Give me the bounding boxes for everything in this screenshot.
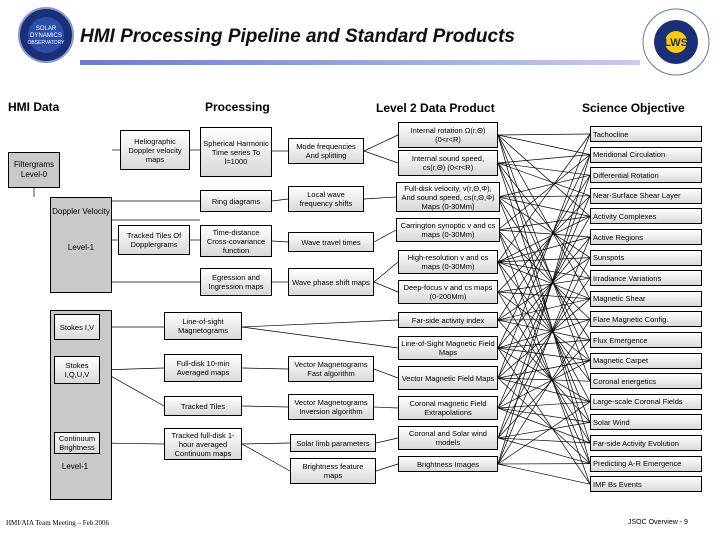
box-local-wave: Local wave frequency shifts [288,186,364,212]
fan-line [498,134,590,135]
fan-line [498,378,590,381]
box-tracked-tiles-dopplergrams: Tracked Tiles Of Dopplergrams [118,225,190,255]
fan-line [498,163,590,175]
box-high-resolution: High-resolution v and cs maps (0-30Mm) [398,250,498,274]
science-objective-item: Flux Emergence [590,332,702,348]
fan-line [498,464,590,484]
connector-line [242,444,290,471]
science-objective-item: Solar Wind [590,414,702,430]
footer-left: HMI/AIA Team Meeting – Feb 2006 [6,519,110,527]
box-internal-sound: Internal sound speed, cs(r,Θ) (0<r<R) [398,150,498,176]
fan-line [498,348,590,402]
box-los-magnetograms: Line-of-sight Magnetograms [164,312,242,340]
box-ring-diagrams: Ring diagrams [200,190,272,212]
fan-line [498,134,590,262]
fan-line [498,135,590,155]
box-vector-field-maps: Vector Magnetic Field Maps [398,366,498,390]
connector-line [272,241,288,242]
science-objective-item: Far-side Activity Evolution [590,435,702,451]
header-hmi-data: HMI Data [8,100,60,114]
box-solar-limb: Solar limb parameters [290,434,376,452]
header-science-objective: Science Objective [582,101,685,115]
box-stokes-iquv: Stokes I,Q,U,V [54,356,100,384]
box-spherical-harmonic: Spherical Harmonic Time series To l=1000 [200,127,272,177]
label-level1-bottom: Level-1 [61,462,89,471]
connector-line [374,369,398,378]
science-objective-item: Tachocline [590,126,702,142]
box-internal-rotation: Internal rotation Ω(r,Θ) (0<r<R) [398,122,498,148]
connector-line [242,368,288,369]
fan-line [498,155,590,464]
sdo-logo-line-3: OBSERVATORY [27,40,65,46]
box-coronal-wind-models: Coronal and Solar wind models [398,426,498,450]
box-fulldisk-10min: Full-disk 10-min Averaged maps [164,354,242,382]
box-heliographic-doppler: Heliographic Doppler velocity maps [120,130,190,170]
connector-line [374,282,398,292]
fan-line [498,155,590,163]
science-objective-item: Active Regions [590,229,702,245]
lws-logo-text: LWS [664,37,688,49]
connector-line [374,407,398,408]
page-title: HMI Processing Pipeline and Standard Products [80,26,515,47]
box-stokes-iv: Stokes I,V [54,314,100,340]
box-continuum: Continuum Brightness [54,432,100,454]
connector-line [242,443,290,444]
label-level1-top: Level-1 [67,243,95,252]
science-objective-item: Irradiance Variations [590,270,702,286]
box-filtergrams: Filtergrams Level-0 [8,152,60,188]
box-vector-magnetograms-inversion: Vector Magnetograms Inversion algorithm [288,394,374,420]
header-level2: Level 2 Data Product [376,101,495,115]
science-objective-item: Activity Complexes [590,208,702,224]
box-deep-focus: Deep-focus v and cs maps (0-200Mm) [398,280,498,304]
box-mode-frequencies: Mode frequencies And splitting [288,138,364,164]
box-egression: Egression and Ingression maps [200,268,272,296]
connector-line [272,199,288,201]
fan-line [498,320,590,340]
label-doppler-velocity: Doppler Velocity [52,207,110,216]
fan-line [498,196,590,292]
science-objective-item: Differential Rotation [590,167,702,183]
box-carrington: Carrington synoptic v and cs maps (0-30Mm) [396,218,500,242]
footer-right: JSOC Overview - 9 [628,519,688,526]
science-objective-item: Magnetic Shear [590,291,702,307]
sdo-logo-line-2: DYNAMICS [30,33,62,39]
box-time-distance: Time-distance Cross-covariance function [200,225,272,257]
connector-line [374,262,398,282]
science-objective-item: Coronal energetics [590,373,702,389]
science-objective-item: Flare Magnetic Config. [590,311,702,327]
box-coronal-extrapolations: Coronal magnetic Field Extrapolations [398,396,498,420]
connector-line [242,320,398,327]
box-vector-magnetograms-fast: Vector Magnetograms Fast algorithm [288,356,374,382]
science-objective-item: Magnetic Carpet [590,353,702,369]
science-objective-item: Sunspots [590,250,702,266]
sdo-logo-line-1: SOLAR [35,26,57,32]
connector-line [376,464,398,471]
science-objective-item: Meridional Circulation [590,147,702,163]
fan-line [498,175,590,197]
box-tracked-tiles: Tracked Tiles [164,396,242,416]
box-tracked-fulldisk: Tracked full-disk 1-hour averaged Continuum maps [164,428,242,460]
box-brightness-images: Brightness Images [398,456,498,472]
box-brightness-feature: Brightness feature maps [290,458,376,484]
box-farside-index: Far-side activity index [398,312,498,328]
fan-line [498,230,590,237]
connector-line [364,197,396,199]
fan-line [498,163,590,278]
connector-line [376,438,398,443]
science-objective-item: Near-Surface Shear Layer [590,188,702,204]
science-objective-item: Predicting A-R Emergence [590,456,702,472]
connector-line [242,327,398,348]
connector-line [364,151,398,163]
box-fulldisk-velocity: Full-disk velocity, v(r,Θ,Φ), And sound speed, cs(r,Θ,Φ) Maps (0-30Mm) [396,182,500,212]
fan-line [498,163,590,196]
fan-line [498,262,590,278]
header-processing: Processing [205,100,270,114]
connector-line [374,230,396,242]
box-los-field-maps: Line-of-Sight Magnetic Field Maps [398,336,498,360]
science-objective-item: Large-scale Coronal Fields [590,394,702,410]
box-wave-travel-times: Wave travel times [288,232,374,252]
connector-line [242,406,288,407]
science-objective-item: IMF Bs Events [590,476,702,492]
box-wave-phase: Wave phase shift maps [288,268,374,296]
connector-line [364,135,398,151]
